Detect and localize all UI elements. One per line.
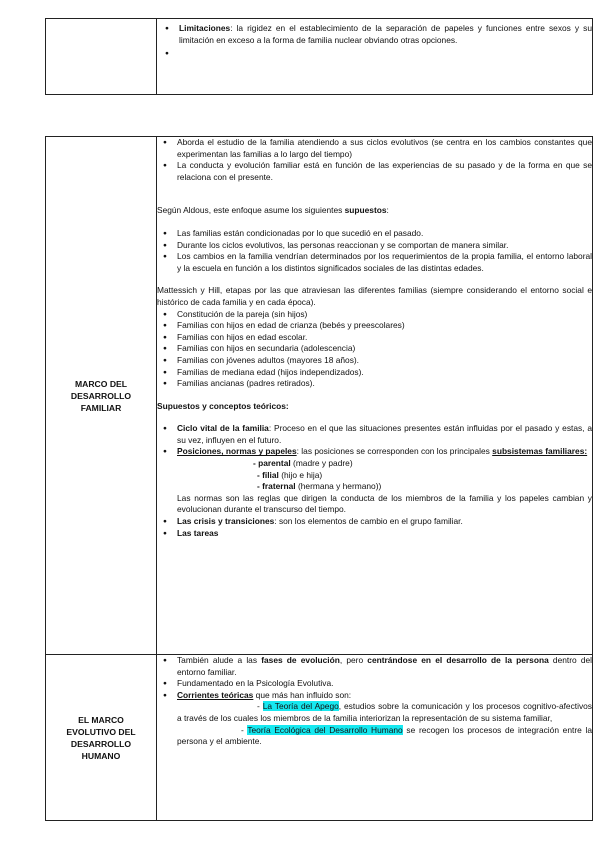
ecologica-highlight: Teoría Ecológica del Desarrollo Humano	[247, 724, 403, 735]
ciclo-vital-bullet: ● Ciclo vital de la familia: Proceso en el que las situaciones presentes están influidas por el pasado y estas, a su vez, influyen en el futuro.	[157, 423, 592, 446]
etapa-item: ● Familias con hijos en secundaria (adolescencia)	[157, 343, 592, 355]
rol-filial: - filial (hijo e hija)	[257, 469, 323, 480]
intro-bullet-2: ● La conducta y evolución familiar está en función de las experiencias de su pasado y de la forma en que se relaciona con el presente.	[157, 160, 592, 183]
supuesto-item: ● Los cambios en la familia vendrían determinados por los requerimientos de la propia familia, el entorno laboral y la escuela en función a los distintos significados sociales de las distintas edades.	[157, 251, 592, 274]
supuesto-item: ● Las familias están condicionadas por lo que sucedió en el pasado.	[157, 228, 592, 240]
etapa-item: ● Familias ancianas (padres retirados).	[157, 378, 592, 390]
evolutivo-content	[157, 655, 593, 821]
etapa-item: ● Constitución de la pareja (sin hijos)	[157, 309, 592, 321]
corrientes-bullet: ● Corrientes teóricas que más han influido son:	[157, 690, 592, 702]
etapa-item: ● Familias con hijos en edad de crianza (bebés y preescolares)	[157, 320, 592, 332]
posiciones-bullet: ● Posiciones, normas y papeles: las posiciones se corresponden con los principales subsistemas familiares:	[157, 446, 592, 458]
marcos-table	[45, 136, 593, 821]
limitaciones-table	[45, 18, 593, 95]
intro-bullet-1: ● Aborda el estudio de la familia atendiendo a sus ciclos evolutivos (se centra en los cambios constantes que experimentan las familias a lo largo del tiempo)	[157, 137, 592, 160]
mattessich-paragraph: Mattessich y Hill, etapas por las que atraviesan las diferentes familias (siempre considerando el entorno social e histórico de cada familia y en cada época).	[157, 285, 592, 307]
evolutivo-label: EL MARCO EVOLUTIVO DEL DESARROLLO HUMANO	[46, 655, 157, 821]
aldous-paragraph: Según Aldous, este enfoque asume los siguientes supuestos:	[157, 205, 389, 216]
normas-paragraph: Las normas son las reglas que dirigen la conducta de los miembros de la familia y los papeles cambian y evolucionan durante el transcurso del tiempo.	[177, 492, 592, 515]
apego-highlight: La Teoría del Apego	[262, 701, 339, 712]
limitaciones-cell	[157, 19, 593, 95]
fases-bullet: ● También alude a las fases de evolución, pero centrándose en el desarrollo de la persona dentro del entorno familiar.	[157, 655, 592, 678]
empty-bullet	[157, 48, 592, 60]
apego-paragraph: - La Teoría del Apego, estudios sobre la comunicación y los procesos cognitivo-afectivos a través de los cuales los miembros de la familia interiorizan la representación de su sistema familiar,	[177, 701, 592, 723]
supuesto-item: ● Durante los ciclos evolutivos, las personas reaccionan y se comportan de manera similar.	[157, 240, 592, 252]
rol-parental: - parental (madre y padre)	[253, 458, 353, 469]
tareas-bullet: ● Las tareas	[157, 528, 592, 540]
ecologica-paragraph: - Teoría Ecológica del Desarrollo Humano se recogen los procesos de integración entre la persona y el ambiente.	[177, 724, 592, 747]
crisis-bullet: ● Las crisis y transiciones: son los elementos de cambio en el grupo familiar.	[157, 516, 592, 528]
etapa-item: ● Familias con jóvenes adultos (mayores 18 años).	[157, 355, 592, 367]
empty-label-cell	[46, 19, 157, 95]
psicologia-bullet: ● Fundamentado en la Psicología Evolutiva.	[157, 678, 592, 690]
etapa-item: ● Familias de mediana edad (hijos independizados).	[157, 367, 592, 379]
etapa-item: ● Familias con hijos en edad escolar.	[157, 332, 592, 344]
limitaciones-bullet: ● Limitaciones: la rigidez en el establecimiento de la separación de papeles y funciones entre sexos y su limitación en exceso a la forma de familia nuclear obviando otras opciones.	[157, 23, 592, 46]
conceptos-heading: Supuestos y conceptos teóricos:	[157, 400, 289, 411]
rol-fraternal: - fraternal (hermana y hermano))	[257, 481, 382, 492]
desarrollo-familiar-content	[157, 137, 593, 655]
desarrollo-familiar-label: MARCO DEL DESARROLLO FAMILIAR	[46, 137, 157, 655]
